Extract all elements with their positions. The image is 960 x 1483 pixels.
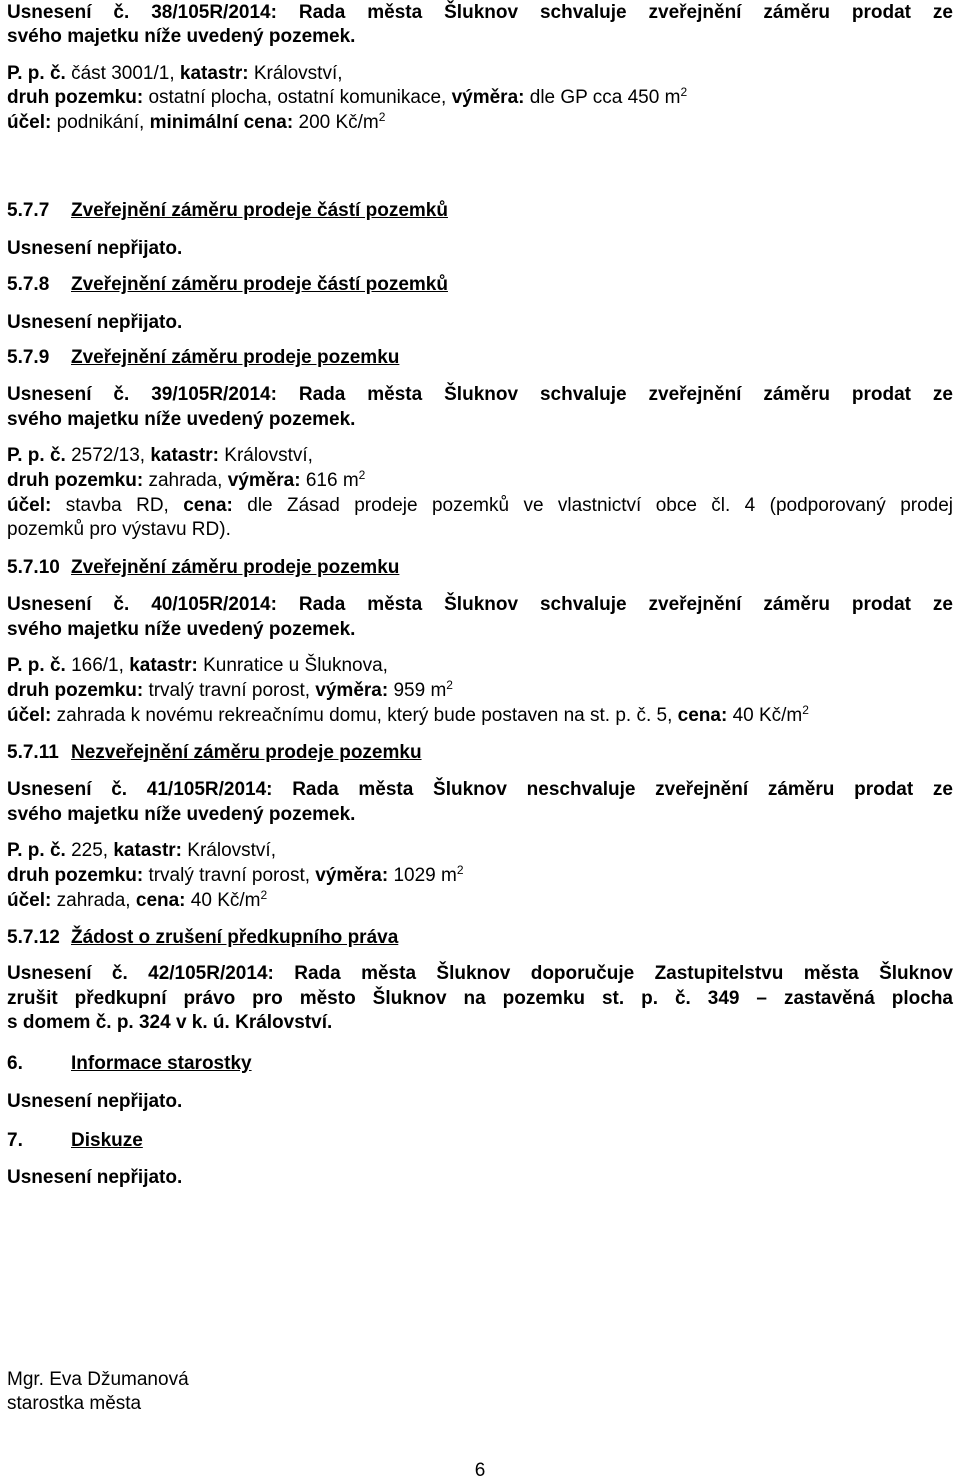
parcel-line — [7, 839, 276, 863]
area-value: 1029 m — [393, 865, 457, 886]
resolution-39-line2: svého majetku níže uvedený pozemek. — [7, 409, 356, 430]
section-5-7-12-heading — [7, 926, 398, 950]
section-title: Informace starostky — [71, 1053, 252, 1074]
purpose-label: účel: — [7, 890, 52, 911]
section-title: Žádost o zrušení předkupního práva — [71, 927, 399, 948]
section-number: 7. — [7, 1130, 23, 1151]
cadastre-label: katastr: — [129, 655, 198, 676]
area-value: 616 m — [305, 470, 359, 491]
price-sup: 2 — [378, 110, 386, 124]
parcel-line — [7, 444, 313, 468]
section-title: Zveřejnění záměru prodeje pozemku — [71, 347, 400, 368]
price-label: cena: — [135, 890, 186, 911]
price-sup: 2 — [260, 888, 268, 902]
cadastre-value: Království, — [224, 445, 313, 466]
section-title: Zveřejnění záměru prodeje pozemku — [71, 557, 400, 578]
section-7-result: Usnesení nepřijato. — [7, 1167, 183, 1188]
purpose-label: účel: — [7, 705, 52, 726]
resolution-41-line1: Usnesení č. 41/105R/2014: Rada města Šluknov neschvaluje zveřejnění záměru prodat ze — [7, 779, 953, 800]
price-value: 40 Kč/m — [190, 890, 261, 911]
section-number: 5.7.7 — [7, 200, 50, 221]
price-label: cena: — [677, 705, 728, 726]
resolution-40-line2: svého majetku níže uvedený pozemek. — [7, 619, 356, 640]
section-title: Diskuze — [71, 1130, 143, 1151]
cadastre-label: katastr: — [179, 63, 249, 84]
signature-name: Mgr. Eva Džumanová — [7, 1369, 189, 1390]
section-number: 5.7.9 — [7, 347, 50, 368]
purpose-line — [7, 704, 809, 728]
land-type-label: druh pozemku: — [7, 87, 144, 108]
purpose-line — [7, 889, 267, 913]
area-sup: 2 — [456, 863, 464, 877]
section-5-7-8-result: Usnesení nepřijato. — [7, 312, 183, 333]
area-label: výměra: — [451, 87, 525, 108]
section-5-7-7-heading — [7, 199, 448, 223]
resolution-38-line1: Usnesení č. 38/105R/2014: Rada města Šluknov schvaluje zveřejnění záměru prodat ze — [7, 2, 953, 23]
area-label: výměra: — [315, 680, 389, 701]
area-sup: 2 — [446, 678, 453, 692]
resolution-42-line2: zrušit předkupní právo pro město Šluknov na pozemku st. p. č. 349 – zastavěná plocha — [7, 988, 953, 1009]
parcel-value: 166/1, — [71, 655, 124, 676]
cadastre-label: katastr: — [113, 840, 182, 861]
section-number: 5.7.10 — [7, 557, 60, 578]
parcel-label: P. p. č. — [7, 655, 66, 676]
parcel-label: P. p. č. — [7, 445, 66, 466]
purpose-line — [7, 111, 385, 135]
parcel-line — [7, 654, 388, 678]
price-label: cena: — [183, 495, 233, 516]
resolution-39-line1: Usnesení č. 39/105R/2014: Rada města Šluknov schvaluje zveřejnění záměru prodat ze — [7, 384, 953, 405]
price-value: 200 Kč/m — [298, 112, 379, 133]
section-title: Zveřejnění záměru prodeje částí pozemků — [71, 200, 448, 221]
area-value: 959 m — [393, 680, 447, 701]
resolution-41-line2: svého majetku níže uvedený pozemek. — [7, 804, 356, 825]
land-type-value: ostatní plocha, ostatní komunikace, — [148, 87, 447, 108]
purpose-line — [7, 494, 953, 518]
section-title: Nezveřejnění záměru prodeje pozemku — [71, 742, 422, 763]
area-sup: 2 — [358, 468, 366, 482]
parcel-label: P. p. č. — [7, 840, 66, 861]
purpose-value: zahrada, — [56, 890, 131, 911]
area-label: výměra: — [227, 470, 301, 491]
cadastre-value: Království, — [253, 63, 343, 84]
purpose-label: účel: — [7, 112, 52, 133]
section-number: 5.7.12 — [7, 927, 60, 948]
section-title: Zveřejnění záměru prodeje částí pozemků — [71, 274, 448, 295]
section-5-7-8-heading — [7, 273, 448, 297]
parcel-line — [7, 62, 343, 86]
price-label: minimální cena: — [149, 112, 294, 133]
resolution-42-line3: s domem č. p. 324 v k. ú. Království. — [7, 1012, 333, 1033]
section-5-7-7-result: Usnesení nepřijato. — [7, 238, 183, 259]
parcel-value: 225, — [71, 840, 109, 861]
price-value: dle Zásad prodeje pozemků ve vlastnictví obce čl. 4 (podporovaný prodej — [247, 495, 954, 516]
parcel-label: P. p. č. — [7, 63, 66, 84]
area-value: dle GP cca 450 m — [529, 87, 681, 108]
land-type-value: zahrada, — [148, 470, 223, 491]
section-number: 5.7.11 — [7, 742, 59, 763]
land-type-label: druh pozemku: — [7, 470, 144, 491]
cadastre-value: Království, — [187, 840, 276, 861]
section-number: 6. — [7, 1053, 23, 1074]
area-sup: 2 — [680, 85, 688, 99]
section-6-result: Usnesení nepřijato. — [7, 1091, 183, 1112]
land-type-value: trvalý travní porost, — [148, 680, 311, 701]
section-5-7-9-heading — [7, 346, 399, 370]
land-type-line — [7, 469, 365, 493]
land-type-line — [7, 864, 464, 888]
cadastre-value: Kunratice u Šluknova, — [203, 655, 388, 676]
land-type-value: trvalý travní porost, — [148, 865, 311, 886]
purpose-label: účel: — [7, 495, 52, 516]
resolution-38-line2: svého majetku níže uvedený pozemek. — [7, 26, 356, 47]
purpose-value: podnikání, — [56, 112, 145, 133]
land-type-label: druh pozemku: — [7, 680, 144, 701]
land-type-label: druh pozemku: — [7, 865, 144, 886]
section-5-7-11-heading — [7, 741, 422, 765]
price-value: 40 Kč/m — [732, 705, 803, 726]
land-type-line — [7, 86, 687, 110]
price-sup: 2 — [802, 703, 809, 717]
purpose-value: stavba RD, — [65, 495, 169, 516]
resolution-42-line1: Usnesení č. 42/105R/2014: Rada města Šluknov doporučuje Zastupitelstvu města Šluknov — [7, 963, 953, 984]
purpose-value: zahrada k novému rekreačnímu domu, který bude postaven na st. p. č. 5, — [56, 705, 673, 726]
resolution-40-line1: Usnesení č. 40/105R/2014: Rada města Šluknov schvaluje zveřejnění záměru prodat ze — [7, 594, 953, 615]
signature-role: starostka města — [7, 1393, 142, 1414]
section-7-heading — [7, 1129, 143, 1153]
parcel-value: 2572/13, — [71, 445, 146, 466]
section-6-heading — [7, 1052, 252, 1076]
land-type-line — [7, 679, 453, 703]
cadastre-label: katastr: — [150, 445, 219, 466]
price-continuation: pozemků pro výstavu RD). — [7, 519, 231, 540]
parcel-value: část 3001/1, — [71, 63, 175, 84]
section-5-7-10-heading — [7, 556, 399, 580]
area-label: výměra: — [315, 865, 389, 886]
page-number: 6 — [474, 1460, 486, 1481]
section-number: 5.7.8 — [7, 274, 50, 295]
